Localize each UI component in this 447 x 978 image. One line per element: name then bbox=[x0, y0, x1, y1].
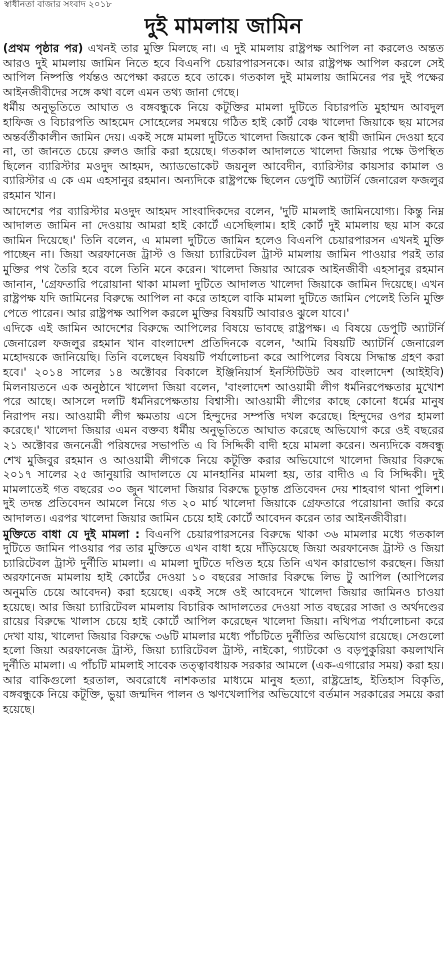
article-body bbox=[3, 42, 444, 717]
paragraph-text: এখনই তার মুক্তি মিলছে না। এ দুই মামলায় রাষ্ট্রপক্ষ আপিল না করলেও অন্তত আরও দুই মামলায় জামিন নিতে হবে বিএনপি চেয়ারপারসনকে। আর রাষ্ট্রপক্ষ আপিল করলে সেই আপিল নিষ্পত্তি পর্যন্তও অপেক্ষা করতে হবে তাকে। গতকাল দুই মামলায় জামিনের পর দুই পক্ষের আইনজীবীদের সঙ্গে কথা বলে এমন তথ্য জানা গেছে। bbox=[3, 42, 444, 99]
article-paragraph bbox=[3, 101, 444, 203]
paragraph-text: আদেশের পর ব্যারিস্টার মওদুদ আহমদ সাংবাদিকদের বলেন, 'দুটি মামলাই জামিনযোগ্য। কিন্তু নিম্ন আদালত জামিন না দেওয়ায় আমরা হাই কোর্টে এসেছিলাম। হাই কোর্ট দুই মামলায় ছয় মাস করে জামিন দিয়েছে।' তিনি বলেন, এ মামলা দুটিতে জামিন হলেও বিএনপি চেয়ারপারসন এখনই মুক্তি পাচ্ছেন না। জিয়া অরফানেজ ট্রাস্ট ও জিয়া চ্যারিটেবল ট্রাস্ট মামলায় জামিন পাওয়ার পরই তার মুক্তির পথ তৈরি হবে বলে তিনি মনে করেন। খালেদা জিয়ার আরেক আইনজীবী এহসানুর রহমান জানান, 'গ্রেফতারি পরোয়ানা থাকা মামলা দুটিতে আদালত খালেদা জিয়াকে জামিন দিয়েছে। এখন রাষ্ট্রপক্ষ যদি জামিনের বিরুদ্ধে আপিল না করে তাহলে বাকি মামলা দুটিতে জামিন পেলেই তিনি মুক্তি পেতে পারেন। আর রাষ্ট্রপক্ষ আপিল করলে মুক্তির বিষয়টি আবারও ঝুলে যাবে।' bbox=[3, 204, 444, 320]
paragraph-text: এদিকে এই জামিন আদেশের বিরুদ্ধে আপিলের বিষয়ে ভাবছে রাষ্ট্রপক্ষ। এ বিষয়ে ডেপুটি অ্যাটর্নি জেনারেল ফজলুর রহমান খান বাংলাদেশ প্রতিদিনকে বলেন, 'আমি বিষয়টি অ্যাটর্নি জেনারেল মহোদয়কে জানিয়েছি। তিনি বলেছেন বিষয়টি পর্যালোচনা করে আপিলের বিষয়ে সিদ্ধান্ত গ্রহণ করা হবে।' ২০১৪ সালের ১৪ অক্টোবর বিকালে ইঞ্জিনিয়ার্স ইনস্টিটিউট অব বাংলাদেশ (আইইবি) মিলনায়তনে এক অনুষ্ঠানে খালেদা জিয়া বলেন, 'বাংলাদেশ আওয়ামী লীগ ধর্মনিরপেক্ষতার মুখোশ পরে আছে। আসলে দলটি ধর্মনিরপেক্ষতায় বিশ্বাসী। আওয়ামী লীগের কাছে কোনো ধর্মের মানুষ নিরাপদ নয়। আওয়ামী লীগ ক্ষমতায় এসে হিন্দুদের সম্পত্তি দখল করেছে। হিন্দুদের ওপর হামলা করেছে।' খালেদা জিয়ার এমন বক্তব্য ধর্মীয় অনুভূতিতে আঘাত করেছে অভিযোগ করে ওই বছরের ২১ অক্টোবর জননেত্রী পরিষদের সভাপতি এ বি সিদ্দিকী বাদী হয়ে মামলা করেন। অন্যদিকে বঙ্গবন্ধু শেখ মুজিবুর রহমান ও আওয়ামী লীগকে নিয়ে কটূক্তি করার অভিযোগে খালেদা জিয়ার বিরুদ্ধে ২০১৭ সালের ২৫ জানুয়ারি আদালতে যে মানহানির মামলা হয়, তার বাদীও এ বি সিদ্দিকী। দুই মামলাতেই গত বছরের ৩০ জুন খালেদা জিয়ার বিরুদ্ধে চূড়ান্ত প্রতিবেদন দেয় শাহবাগ থানা পুলিশ। দুই তদন্ত প্রতিবেদন আমলে নিয়ে গত ২০ মার্চ খালেদা জিয়াকে গ্রেফতারে পরোয়ানা জারি করে আদালত। এরপর খালেদা জিয়ার জামিন চেয়ে হাই কোর্টে আবেদন করেন তার আইনজীবীরা। bbox=[3, 322, 444, 525]
paragraph-text: ধর্মীয় অনুভূতিতে আঘাত ও বঙ্গবন্ধুকে নিয়ে কটূক্তির মামলা দুটিতে বিচারপতি মুহাম্মদ আবদুল হাফিজ ও বিচারপতি আহমেদ সোহেলের সমন্বয়ে গঠিত হাই কোর্ট বেঞ্চ খালেদা জিয়াকে ছয় মাসের অন্তর্বর্তীকালীন জামিন দেয়। একই সঙ্গে মামলা দুটিতে খালেদা জিয়াকে কেন স্থায়ী জামিন দেওয়া হবে না, তা জানতে চেয়ে রুলও জারি করা হয়েছে। গতকাল আদালতে খালেদা জিয়ার পক্ষে উপস্থিত ছিলেন ব্যারিস্টার মওদুদ আহমদ, অ্যাডভোকেট জয়নুল আবেদীন, ব্যারিস্টার কায়সার কামাল ও ব্যারিস্টার এ কে এম এহসানুর রহমান। অন্যদিকে রাষ্ট্রপক্ষে ছিলেন ডেপুটি অ্যাটর্নি জেনারেল ফজলুর রহমান খান। bbox=[3, 101, 444, 202]
previous-article-tail: স্বাধীনতা বাজার সংবাদ ২০১৮ bbox=[4, 0, 112, 10]
article-paragraph bbox=[3, 322, 444, 526]
article-paragraph bbox=[3, 42, 444, 100]
paragraph-text: বিএনপি চেয়ারপারসনের বিরুদ্ধে থাকা ৩৬ মামলার মধ্যে গতকাল দুটিতে জামিন পাওয়ার পর তার মুক্তিতে এখন বাধা হয়ে দাঁড়িয়েছে জিয়া অরফানেজ ট্রাস্ট ও জিয়া চ্যারিটেবল ট্রাস্ট দুর্নীতি মামলা। এ মামলা দুটিতে দণ্ডিত হয়ে তিনি এখন কারাভোগ করছেন। জিয়া অরফানেজ মামলায় হাই কোর্টের দেওয়া ১০ বছরের সাজার বিরুদ্ধে লিভ টু আপিল (আপিলের অনুমতি চেয়ে আবেদন) করা হয়েছে। একই সঙ্গে ওই আবেদনে খালেদা জিয়ার জামিনও চাওয়া হয়েছে। আর জিয়া চ্যারিটেবল মামলায় বিচারিক আদালতের দেওয়া সাত বছরের সাজা ও অর্থদণ্ডের রায়ের বিরুদ্ধে খালাস চেয়ে হাই কোর্টে আপিল করেছেন খালেদা জিয়া। নথিপত্র পর্যালোচনা করে দেখা যায়, খালেদা জিয়ার বিরুদ্ধে ৩৬টি মামলার মধ্যে পাঁচটিতে দুর্নীতির অভিযোগ রয়েছে। সেগুলো হলো জিয়া অরফানেজ ট্রাস্ট, জিয়া চ্যারিটেবল ট্রাস্ট, নাইকো, গ্যাটকো ও বড়পুকুরিয়া কয়লাখনি দুর্নীতি মামলা। এ পাঁচটি মামলাই সাবেক তত্ত্বাবধায়ক সরকার আমলে (এক-এগারোর সময়) করা হয়। আর বাকিগুলো হরতাল, অবরোধে নাশকতার মাধ্যমে মানুষ হত্যা, রাষ্ট্রদ্রোহ, ইতিহাস বিকৃতি, বঙ্গবন্ধুকে নিয়ে কটূক্তি, ভুয়া জন্মদিন পালন ও ঋণখেলাপির অভিযোগে বর্তমান সরকারের সময়ে করা হয়েছে। bbox=[3, 527, 445, 716]
article-headline: দুই মামলায় জামিন bbox=[144, 14, 303, 38]
article-paragraph bbox=[3, 205, 444, 322]
article-paragraph bbox=[3, 528, 444, 718]
continuation-marker: (প্রথম পৃষ্ঠার পর) bbox=[3, 42, 84, 55]
subheading: মুক্তিতে বাধা যে দুই মামলা : bbox=[3, 527, 140, 541]
